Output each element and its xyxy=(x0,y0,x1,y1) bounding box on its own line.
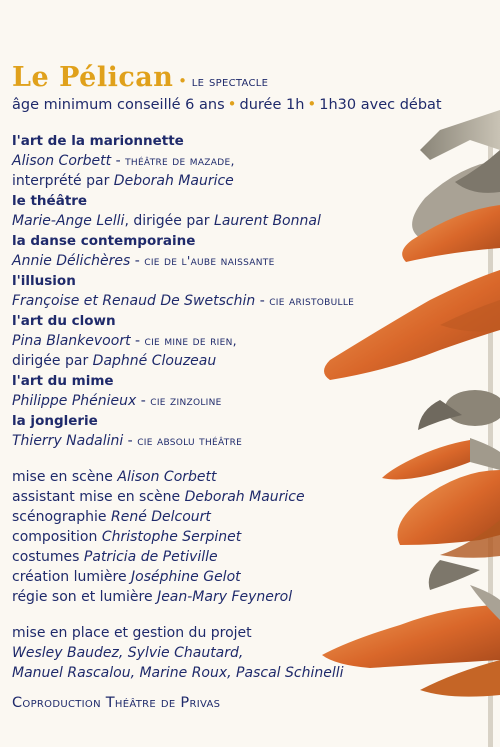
discipline-title: l'art du clown xyxy=(12,313,116,329)
duration-info: durée 1h xyxy=(239,97,305,113)
extra-prefix: dirigée par xyxy=(12,353,89,369)
company-name: cie mine de rien, xyxy=(144,333,237,348)
crew-role: scénographie xyxy=(12,509,107,525)
crew-item xyxy=(12,527,482,547)
discipline-extra-line xyxy=(12,171,482,191)
show-label: le spectacle xyxy=(191,74,269,90)
bullet-dot: • xyxy=(173,72,192,90)
company-name: cie aristobulle xyxy=(269,293,355,308)
crew-list xyxy=(12,467,482,607)
artist-name: Philippe Phénieux xyxy=(12,393,137,409)
crew-role: mise en scène xyxy=(12,469,113,485)
crew-role: création lumière xyxy=(12,569,127,585)
disciplines-list xyxy=(12,131,482,451)
artist-name: Annie Délichères xyxy=(12,253,131,269)
extra-name: Deborah Maurice xyxy=(113,173,234,189)
crew-name: Joséphine Gelot xyxy=(131,569,241,585)
crew-item xyxy=(12,507,482,527)
bullet-dot: • xyxy=(227,95,237,113)
age-info: âge minimum conseillé 6 ans xyxy=(12,97,225,113)
crew-role: composition xyxy=(12,529,98,545)
spacer xyxy=(12,607,482,623)
artist-name: Françoise et Renaud De Swetschin xyxy=(12,293,256,309)
discipline-artist-line: Thierry Nadalini - cie absolu théâtre xyxy=(12,433,243,449)
crew-role: costumes xyxy=(12,549,80,565)
extra-prefix: interprété par xyxy=(12,173,110,189)
company-name: cie absolu théâtre xyxy=(137,433,243,448)
discipline-artist-line: Pina Blankevoort - cie mine de rien, xyxy=(12,333,237,349)
discipline-title: le théâtre xyxy=(12,193,88,209)
crew-role: assistant mise en scène xyxy=(12,489,181,505)
crew-name: René Delcourt xyxy=(110,509,211,525)
crew-item xyxy=(12,567,482,587)
bullet-dot: • xyxy=(307,95,317,113)
debate-info: 1h30 avec débat xyxy=(319,97,442,113)
crew-name: Christophe Serpinet xyxy=(101,529,242,545)
discipline-title: la jonglerie xyxy=(12,413,98,429)
crew-role: régie son et lumière xyxy=(12,589,153,605)
crew-name: Alison Corbett xyxy=(117,469,217,485)
discipline-title: l'illusion xyxy=(12,273,76,289)
project-management xyxy=(12,623,482,683)
project-label: mise en place et gestion du projet xyxy=(12,625,252,641)
show-title: Le Pélican xyxy=(12,62,174,93)
show-info xyxy=(12,95,482,113)
artist-name: Pina Blankevoort xyxy=(12,333,131,349)
crew-item xyxy=(12,547,482,567)
discipline-title: la danse contemporaine xyxy=(12,233,196,249)
company-name: théâtre de mazade, xyxy=(125,153,235,168)
extra-name: Daphné Clouzeau xyxy=(92,353,217,369)
crew-item xyxy=(12,487,482,507)
company-name: cie zinzoline xyxy=(150,393,222,408)
discipline-title: l'art de la marionnette xyxy=(12,133,184,149)
discipline-title: l'art du mime xyxy=(12,373,114,389)
artist-name: Marie-Ange Lelli xyxy=(12,213,125,229)
director-prefix: , dirigée par xyxy=(124,213,210,229)
crew-name: Deborah Maurice xyxy=(184,489,305,505)
discipline-artist-line xyxy=(12,211,482,231)
director-name: Laurent Bonnal xyxy=(214,213,321,229)
discipline-extra-line xyxy=(12,351,482,371)
crew-name: Patricia de Petiville xyxy=(83,549,218,565)
program-text xyxy=(12,62,482,711)
crew-name: Jean-Mary Feynerol xyxy=(157,589,293,605)
discipline-artist-line: Alison Corbett - théâtre de mazade, xyxy=(12,153,235,169)
project-names: Wesley Baudez, Sylvie Chautard, xyxy=(12,645,244,661)
coproduction-credit: Coproduction Théâtre de Privas xyxy=(12,695,221,711)
discipline-artist-line: Annie Délichères - cie de l'aube naissante xyxy=(12,253,275,269)
crew-item xyxy=(12,467,482,487)
discipline-artist-line: Françoise et Renaud De Swetschin - cie aristobulle xyxy=(12,293,355,309)
artist-name: Thierry Nadalini xyxy=(12,433,124,449)
company-name: cie de l'aube naissante xyxy=(144,253,275,268)
project-names: Manuel Rascalou, Marine Roux, Pascal Schinelli xyxy=(12,665,344,681)
spacer xyxy=(12,451,482,467)
crew-item xyxy=(12,587,482,607)
header xyxy=(12,62,482,93)
discipline-artist-line: Philippe Phénieux - cie zinzoline xyxy=(12,393,222,409)
artist-name: Alison Corbett xyxy=(12,153,112,169)
